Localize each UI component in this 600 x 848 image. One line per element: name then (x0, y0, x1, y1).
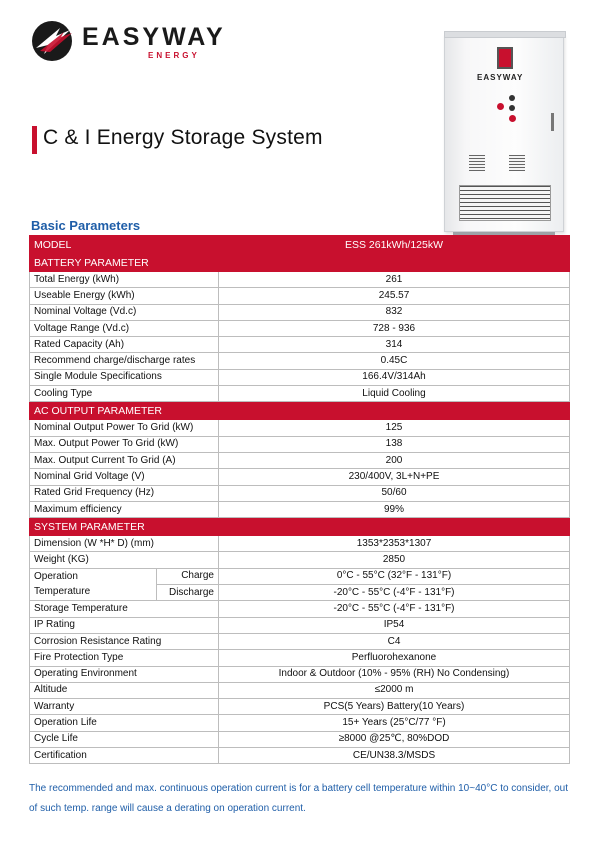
param-value: CE/UN38.3/MSDS (219, 748, 570, 764)
table-row (30, 320, 570, 336)
param-value: 245.57 (219, 288, 570, 304)
battery-header: BATTERY PARAMETER (30, 254, 570, 272)
param-value: 166.4V/314Ah (219, 369, 570, 385)
table-row (30, 601, 570, 617)
discharge-label: Discharge (157, 585, 219, 601)
param-value: 728 - 936 (219, 320, 570, 336)
table-row (30, 617, 570, 633)
brand-subtitle: ENERGY (148, 51, 200, 60)
table-row (30, 585, 570, 601)
param-value: -20°C - 55°C (-4°F - 131°F) (219, 601, 570, 617)
cabinet-lid (444, 31, 566, 38)
param-label: Weight (KG) (30, 552, 219, 568)
param-label: Maximum efficiency (30, 501, 219, 517)
param-value: 50/60 (219, 485, 570, 501)
param-label: Rated Capacity (Ah) (30, 337, 219, 353)
table-row (30, 337, 570, 353)
param-value: 99% (219, 501, 570, 517)
table-row (30, 748, 570, 764)
param-label: Cycle Life (30, 731, 219, 747)
table-row (30, 715, 570, 731)
param-label: IP Rating (30, 617, 219, 633)
indicator-light-icon (509, 115, 516, 122)
table-row (30, 682, 570, 698)
param-label: Max. Output Current To Grid (A) (30, 452, 219, 468)
operation-temperature-label: Operation (30, 568, 157, 584)
param-value: 261 (219, 272, 570, 288)
param-label: Total Energy (kWh) (30, 272, 219, 288)
table-row (30, 633, 570, 649)
door-handle (551, 113, 554, 131)
param-label: Storage Temperature (30, 601, 219, 617)
table-row (30, 666, 570, 682)
param-label: Fire Protection Type (30, 650, 219, 666)
param-value: ≥8000 @25℃, 80%DOD (219, 731, 570, 747)
param-value: IP54 (219, 617, 570, 633)
small-vent-right (509, 155, 525, 171)
product-cabinet-image (444, 34, 564, 232)
indicator-light-icon (509, 95, 515, 101)
cabinet-vent (459, 185, 551, 221)
table-row (30, 420, 570, 436)
param-value: 0.45C (219, 353, 570, 369)
param-value: 832 (219, 304, 570, 320)
param-label: Single Module Specifications (30, 369, 219, 385)
table-row (30, 304, 570, 320)
param-label: Nominal Grid Voltage (V) (30, 469, 219, 485)
param-value: Perfluorohexanone (219, 650, 570, 666)
charge-temperature-value: 0°C - 55°C (32°F - 131°F) (219, 568, 570, 584)
param-value: C4 (219, 633, 570, 649)
param-value: PCS(5 Years) Battery(10 Years) (219, 699, 570, 715)
param-label: Warranty (30, 699, 219, 715)
param-label: Dimension (W *H* D) (mm) (30, 536, 219, 552)
table-row (30, 469, 570, 485)
system-header: SYSTEM PARAMETER (30, 518, 570, 536)
param-label: Useable Energy (kWh) (30, 288, 219, 304)
model-row (30, 236, 570, 254)
table-row (30, 552, 570, 568)
charge-label: Charge (157, 568, 219, 584)
cabinet-logo: EASYWAY (477, 73, 524, 82)
small-vent-left (469, 155, 485, 171)
param-label: Nominal Voltage (Vd.c) (30, 304, 219, 320)
param-value: 230/400V, 3L+N+PE (219, 469, 570, 485)
param-value: 2850 (219, 552, 570, 568)
table-row (30, 452, 570, 468)
easyway-logo-icon (30, 18, 76, 64)
table-row (30, 536, 570, 552)
brand-logo (30, 18, 230, 64)
ac-output-header: AC OUTPUT PARAMETER (30, 402, 570, 420)
table-row (30, 288, 570, 304)
footnote: The recommended and max. continuous operation current is for a battery cell temperature within 10~40°C to consider, out of such temp. range will cause a derating on operation current. (29, 783, 569, 814)
param-label: Certification (30, 748, 219, 764)
param-label: Voltage Range (Vd.c) (30, 320, 219, 336)
param-value: 138 (219, 436, 570, 452)
title-accent-bar (32, 126, 37, 154)
param-value: Liquid Cooling (219, 386, 570, 402)
param-label: Operating Environment (30, 666, 219, 682)
param-label: Max. Output Power To Grid (kW) (30, 436, 219, 452)
parameters-table (29, 235, 570, 764)
model-value: ESS 261kWh/125kW (219, 236, 570, 254)
table-row (30, 272, 570, 288)
param-label: Operation Life (30, 715, 219, 731)
param-value: 125 (219, 420, 570, 436)
param-label: Rated Grid Frequency (Hz) (30, 485, 219, 501)
param-value: 1353*2353*1307 (219, 536, 570, 552)
system-header-row (30, 518, 570, 536)
param-value: ≤2000 m (219, 682, 570, 698)
param-label: Nominal Output Power To Grid (kW) (30, 420, 219, 436)
param-label: Corrosion Resistance Rating (30, 633, 219, 649)
table-row (30, 485, 570, 501)
table-row (30, 353, 570, 369)
page-title: C & I Energy Storage System (43, 126, 323, 149)
table-row (30, 568, 570, 584)
battery-header-row (30, 254, 570, 272)
param-label: Altitude (30, 682, 219, 698)
table-row (30, 386, 570, 402)
section-title: Basic Parameters (31, 218, 141, 233)
model-label: MODEL (30, 236, 219, 254)
emergency-stop-icon (497, 103, 504, 110)
param-value: Indoor & Outdoor (10% - 95% (RH) No Condensing) (219, 666, 570, 682)
param-label: Cooling Type (30, 386, 219, 402)
table-row (30, 436, 570, 452)
brand-name: EASYWAY (82, 23, 226, 51)
cabinet-display (497, 47, 513, 69)
param-value: 200 (219, 452, 570, 468)
table-row (30, 369, 570, 385)
param-label: Recommend charge/discharge rates (30, 353, 219, 369)
table-row (30, 501, 570, 517)
ac-output-header-row (30, 402, 570, 420)
operation-temperature-label-line2: Temperature (30, 585, 157, 601)
table-row (30, 699, 570, 715)
discharge-temperature-value: -20°C - 55°C (-4°F - 131°F) (219, 585, 570, 601)
table-row (30, 650, 570, 666)
indicator-light-icon (509, 105, 515, 111)
param-value: 314 (219, 337, 570, 353)
param-value: 15+ Years (25°C/77 °F) (219, 715, 570, 731)
table-row (30, 731, 570, 747)
